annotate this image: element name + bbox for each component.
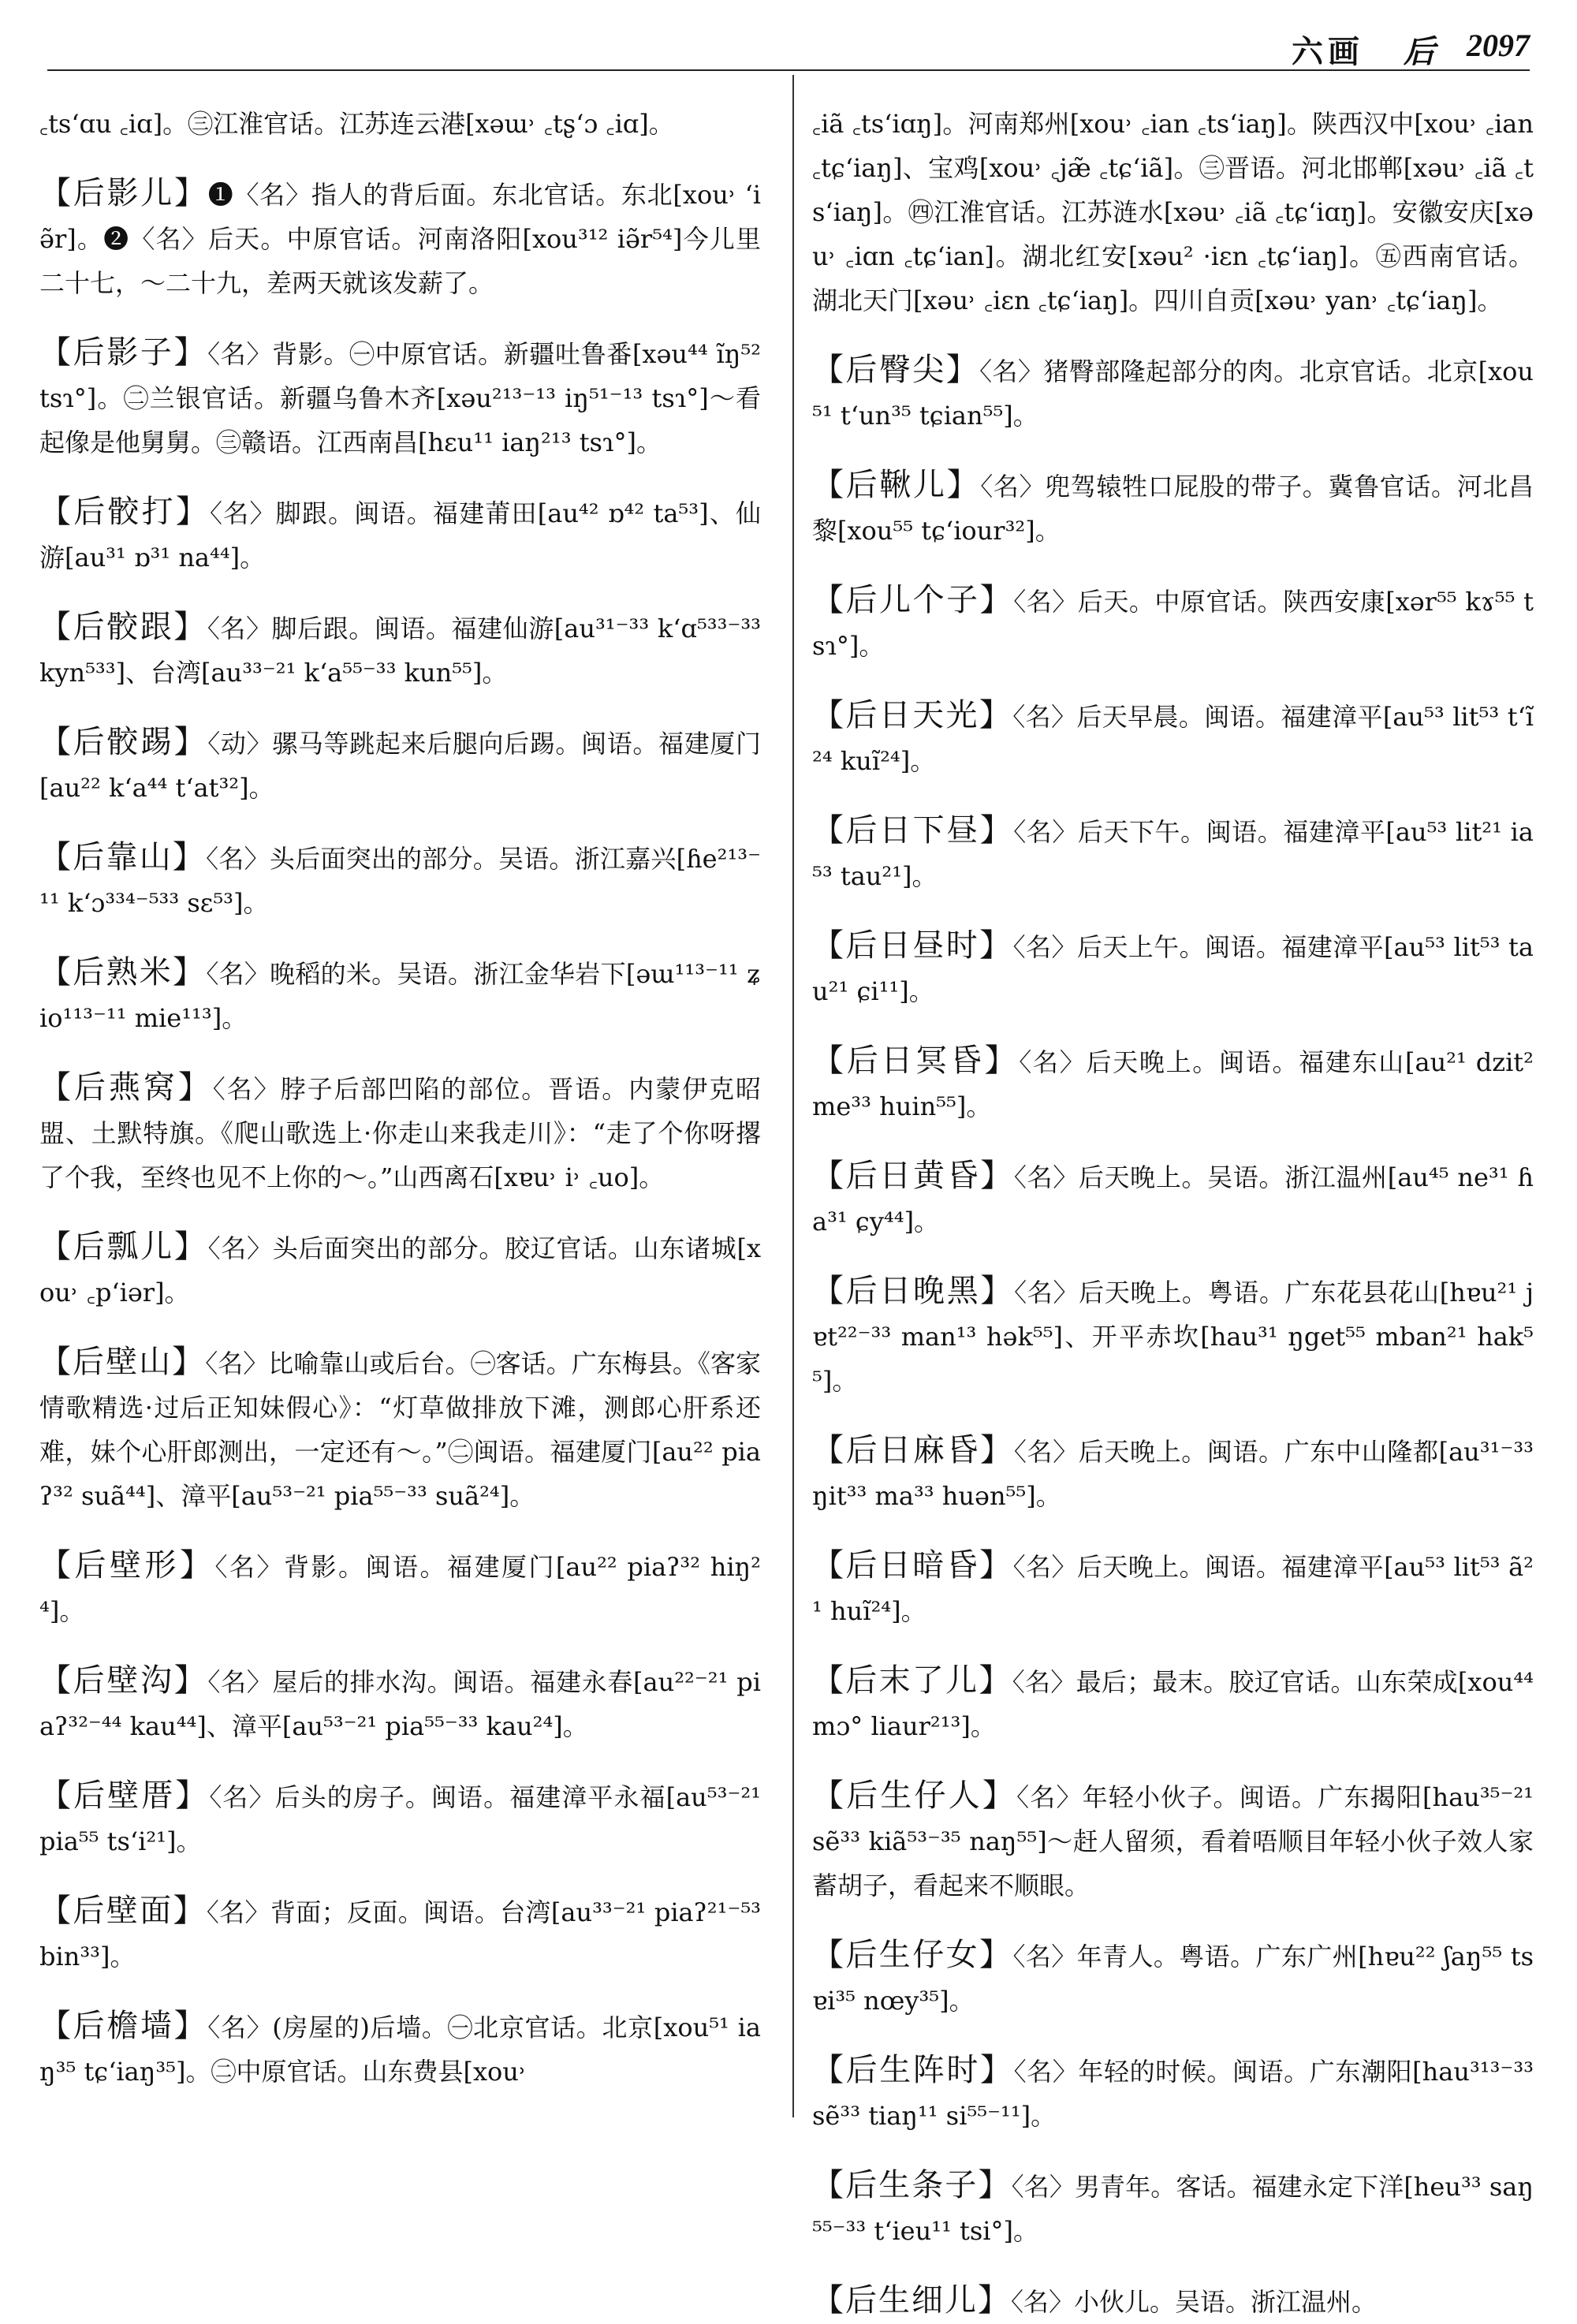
left-column: [39, 75, 761, 2117]
entry-definition: 〈名〉后头的房子。闽语。福建漳平永福[au⁵³⁻²¹ pia⁵⁵ ts‘i²¹]。: [39, 1782, 761, 1856]
dictionary-entry: [812, 1933, 1534, 2023]
entry-headword: 【后鞦儿】: [812, 467, 981, 503]
entry-headword: 【后骹跟】: [39, 609, 207, 645]
dictionary-entry: [39, 605, 761, 695]
dictionary-entry: [812, 2278, 1534, 2324]
entry-definition: ꜀iã ꜀ts‘iɑŋ]。河南郑州[xou˒ ꜀ian ꜀ts‘iaŋ]。陕西汉中[xou˒ ꜀ian ꜀tɕ‘iaŋ]、宝鸡[xou˒ ꜀jæ̃ ꜀tɕ‘iã]。㊂晋语。河北邯郸[xəu˒ ꜀iã ꜀ts‘iaŋ]。㊃江淮官话。江苏涟水[xəu˒ ꜀iã ꜀tɕ‘iɑŋ]。安徽安庆[xəu˒ ꜀iɑn ꜀tɕ‘ian]。湖北红安[xəu² ·iɛn ꜀tɕ‘iaŋ]。㊄西南官话。湖北天门[xəu˒ ꜀iɛn ꜀tɕ‘iaŋ]。四川自贡[xəu˒ yan˒ ꜀tɕ‘iaŋ]。: [812, 109, 1534, 315]
entry-headword: 【后日冥昏】: [812, 1043, 1020, 1079]
entry-headword: 【后臀尖】: [812, 352, 980, 388]
entry-definition: 〈名〉背影。闽语。福建厦门[au²² piaʔ³² hiŋ²⁴]。: [39, 1552, 761, 1626]
entry-definition: 〈名〉后天晚上。闽语。福建东山[au²¹ dzit² me³³ huin⁵⁵]。: [812, 1047, 1534, 1121]
entry-definition: 〈名〉脚跟。闽语。福建莆田[au⁴² ɒ⁴² ta⁵³]、仙游[au³¹ ɒ³¹ na⁴⁴]。: [39, 498, 761, 573]
entry-headword: 【后影子】: [39, 334, 208, 371]
dictionary-entry: [812, 1428, 1534, 1518]
dictionary-entry: [812, 1154, 1534, 1244]
dictionary-entry: [812, 808, 1534, 898]
column-divider: [792, 75, 794, 2117]
dictionary-entry: [812, 1543, 1534, 1633]
entry-definition: 〈名〉后天晚上。吴语。浙江温州[au⁴⁵ ne³¹ ɦa³¹ ɕy⁴⁴]。: [812, 1162, 1534, 1237]
entry-definition: 〈名〉头后面突出的部分。吴语。浙江嘉兴[ɦe²¹³⁻¹¹ k‘ɔ³³⁴⁻⁵³³ sɛ⁵³]。: [39, 844, 761, 918]
entry-definition: 〈名〉猪臀部隆起部分的肉。北京官话。北京[xou⁵¹ t‘un³⁵ tɕian⁵⁵]。: [812, 356, 1534, 431]
section-label: 六画: [1292, 33, 1364, 70]
dictionary-entry: [812, 693, 1534, 783]
entry-definition: 〈名〉小伙儿。吴语。浙江温州。: [1011, 2287, 1378, 2317]
dictionary-entry: [812, 463, 1534, 553]
entry-headword: 【后生细儿】: [812, 2282, 1011, 2318]
entry-definition: 〈名〉比喻靠山或后台。㊀客话。广东梅县。《客家情歌精选·过后正知妹假心》：“灯草做排放下滩，测郎心肝系还难，妹个心肝郎测出，一定还有～。”㊁闽语。福建厦门[au²² piaʔ³² suã⁴⁴]、漳平[au⁵³⁻²¹ pia⁵⁵⁻³³ suã²⁴]。: [39, 1349, 761, 1511]
dictionary-entry: [39, 2004, 761, 2094]
entry-headword: 【后熟米】: [39, 954, 207, 990]
entry-definition: 〈名〉后天早晨。闽语。福建漳平[au⁵³ lit⁵³ t‘ĩ²⁴ kuĩ²⁴]。: [812, 702, 1534, 776]
entry-definition: 〈名〉后天。中原官话。陕西安康[xər⁵⁵ kɤ⁵⁵ tsɿ°]。: [812, 587, 1534, 661]
dictionary-entry: [812, 2048, 1534, 2138]
entry-definition: 〈名〉最后；最末。胶辽官话。山东荣成[xou⁴⁴ mɔ° liaur²¹³]。: [812, 1667, 1534, 1741]
entry-headword: 【后儿个子】: [812, 582, 1014, 618]
entry-headword: 【后日黄昏】: [812, 1158, 1014, 1194]
dictionary-entry: [39, 1889, 761, 1979]
dictionary-entry: [812, 1774, 1534, 1908]
dictionary-entry: [39, 330, 761, 464]
dictionary-entry: [812, 923, 1534, 1013]
right-column: [812, 75, 1534, 2318]
entry-definition: 〈动〉骡马等跳起来后腿向后踢。闽语。福建厦门[au²² k‘a⁴⁴ t‘at³²]。: [39, 729, 762, 803]
entry-headword: 【后生阵时】: [812, 2052, 1014, 2088]
entry-definition: 〈名〉背面；反面。闽语。台湾[au³³⁻²¹ piaʔ²¹⁻⁵³ bin³³]。: [39, 1897, 761, 1971]
entry-definition: 〈名〉背影。㊀中原官话。新疆吐鲁番[xəu⁴⁴ ĩŋ⁵² tsɿ°]。㊁兰银官话。新疆乌鲁木齐[xəu²¹³⁻¹³ iŋ⁵¹⁻¹³ tsɿ°]～看起像是他舅舅。㊂赣语。江西南昌[hɛu¹¹ iaŋ²¹³ tsɿ°]。: [39, 339, 761, 457]
dictionary-entry: [812, 348, 1534, 438]
entry-headword: 【后日晚黑】: [812, 1273, 1015, 1309]
entry-headword: 【后日天光】: [812, 697, 1013, 733]
entry-headword: 【后檐墙】: [39, 2008, 208, 2044]
dictionary-entry: [39, 835, 761, 925]
dictionary-entry: [812, 2163, 1534, 2253]
entry-headword: 【后骹打】: [39, 494, 211, 530]
entry-headword: 【后日昼时】: [812, 927, 1013, 964]
entry-definition: 〈名〉男青年。客话。福建永定下洋[heu³³ saŋ⁵⁵⁻³³ t‘ieu¹¹ tsi°]。: [812, 2172, 1534, 2246]
dictionary-entry: [39, 1065, 761, 1199]
entry-definition: 〈名〉脚后跟。闽语。福建仙游[au³¹⁻³³ k‘ɑ⁵³³⁻³³ kyn⁵³³]、台湾[au³³⁻²¹ k‘a⁵⁵⁻³³ kun⁵⁵]。: [39, 614, 761, 688]
entry-definition: ꜀ts‘ɑu ꜀iɑ]。㊂江淮官话。江苏连云港[xəɯ˒ ꜀tʂ‘ɔ ꜀iɑ]。: [39, 109, 674, 139]
entry-definition: 〈名〉后天下午。闽语。福建漳平[au⁵³ lit²¹ ia⁵³ tau²¹]。: [812, 817, 1534, 891]
entry-headword: 【后壁面】: [39, 1893, 207, 1929]
entry-definition: 〈名〉屋后的排水沟。闽语。福建永春[au²²⁻²¹ piaʔ³²⁻⁴⁴ kau⁴⁴]、漳平[au⁵³⁻²¹ pia⁵⁵⁻³³ kau²⁴]。: [39, 1667, 761, 1741]
running-headchar: 后: [1404, 33, 1435, 70]
entry-headword: 【后壁山】: [39, 1344, 206, 1380]
entry-headword: 【后末了儿】: [812, 1662, 1012, 1699]
entry-definition: 〈名〉晚稻的米。吴语。浙江金华岩下[əɯ¹¹³⁻¹¹ ʑio¹¹³⁻¹¹ mie¹¹³]。: [39, 959, 761, 1033]
dictionary-entry: [39, 1543, 761, 1633]
dictionary-entry: [39, 1225, 761, 1315]
dictionary-entry: [39, 1340, 761, 1518]
dictionary-entry: [812, 100, 1534, 323]
entry-headword: 【后影儿】: [39, 175, 208, 211]
entry-headword: 【后壁沟】: [39, 1662, 208, 1699]
dictionary-entry: [812, 1658, 1534, 1748]
entry-definition: 〈名〉年轻的时候。闽语。广东潮阳[hau³¹³⁻³³ sẽ³³ tiaŋ¹¹ si⁵⁵⁻¹¹]。: [812, 2057, 1534, 2131]
entry-definition: ❶〈名〉指人的背后面。东北官话。东北[xou˒ ‘iə̃r]。❷〈名〉后天。中原官话。河南洛阳[xou³¹² iə̃r⁵⁴]今儿里二十七，～二十九，差两天就该发薪了。: [39, 180, 761, 298]
entry-headword: 【后壁厝】: [39, 1778, 210, 1814]
dictionary-entry: [39, 100, 761, 146]
page-header: [47, 22, 1530, 71]
page-number: 2097: [1467, 28, 1530, 63]
dictionary-entry: [39, 1658, 761, 1748]
entry-definition: 〈名〉后天上午。闽语。福建漳平[au⁵³ lit⁵³ tau²¹ ɕi¹¹]。: [812, 932, 1534, 1006]
dictionary-entry: [812, 578, 1534, 668]
dictionary-entry: [39, 490, 761, 580]
entry-headword: 【后日暗昏】: [812, 1547, 1013, 1584]
dictionary-entry: [39, 720, 761, 810]
entry-headword: 【后燕窝】: [39, 1069, 213, 1106]
dictionary-entry: [812, 1039, 1534, 1128]
entry-definition: 〈名〉年轻小伙子。闽语。广东揭阳[hau³⁵⁻²¹ sẽ³³ kiã⁵³⁻³⁵ naŋ⁵⁵]～赶人留须，看着唔顺目年轻小伙子效人家蓄胡子，看起来不顺眼。: [812, 1782, 1534, 1901]
entry-definition: 〈名〉兜驾辕牲口屁股的带子。冀鲁官话。河北昌黎[xou⁵⁵ tɕ‘iour³²]。: [812, 472, 1534, 546]
entry-definition: 〈名〉后天晚上。闽语。广东中山隆都[au³¹⁻³³ ŋit³³ ma³³ huən⁵⁵]。: [812, 1437, 1534, 1511]
entry-headword: 【后壁形】: [39, 1547, 215, 1584]
entry-definition: 〈名〉后天晚上。闽语。福建漳平[au⁵³ lit⁵³ ã²¹ huĩ²⁴]。: [812, 1552, 1534, 1626]
entry-headword: 【后瓢儿】: [39, 1229, 208, 1265]
entry-headword: 【后日麻昏】: [812, 1432, 1014, 1468]
entry-headword: 【后生条子】: [812, 2167, 1012, 2203]
dictionary-entry: [812, 1269, 1534, 1403]
entry-headword: 【后靠山】: [39, 839, 207, 875]
entry-definition: 〈名〉后天晚上。粤语。广东花县花山[hɐu²¹ jɐt²²⁻³³ man¹³ hək⁵⁵]、开平赤坎[hau³¹ ŋget⁵⁵ mban²¹ hak⁵⁵]。: [812, 1278, 1534, 1396]
entry-headword: 【后生仔女】: [812, 1937, 1013, 1973]
dictionary-entry: [39, 1774, 761, 1863]
entry-headword: 【后生仔人】: [812, 1778, 1017, 1814]
entry-headword: 【后日下昼】: [812, 812, 1014, 849]
dictionary-entry: [39, 171, 761, 305]
entry-headword: 【后骹踢】: [39, 724, 208, 760]
dictionary-entry: [39, 950, 761, 1040]
entry-definition: 〈名〉脖子后部凹陷的部位。晋语。内蒙伊克昭盟、土默特旗。《爬山歌选上·你走山来我走川》：“走了个你呀撂了个我，至终也见不上你的～。”山西离石[xɐu˒ i˒ ꜀uo]。: [39, 1074, 761, 1192]
entry-definition: 〈名〉头后面突出的部分。胶辽官话。山东诸城[xou˒ ꜀p‘iər]。: [39, 1233, 761, 1307]
entry-definition: 〈名〉(房屋的)后墙。㊀北京官话。北京[xou⁵¹ iaŋ³⁵ tɕ‘iaŋ³⁵]。㊁中原官话。山东费县[xou˒: [39, 2013, 761, 2087]
entry-definition: 〈名〉年青人。粤语。广东广州[hɐu²² ʃaŋ⁵⁵ tsɐi³⁵ nœy³⁵]。: [812, 1942, 1534, 2016]
